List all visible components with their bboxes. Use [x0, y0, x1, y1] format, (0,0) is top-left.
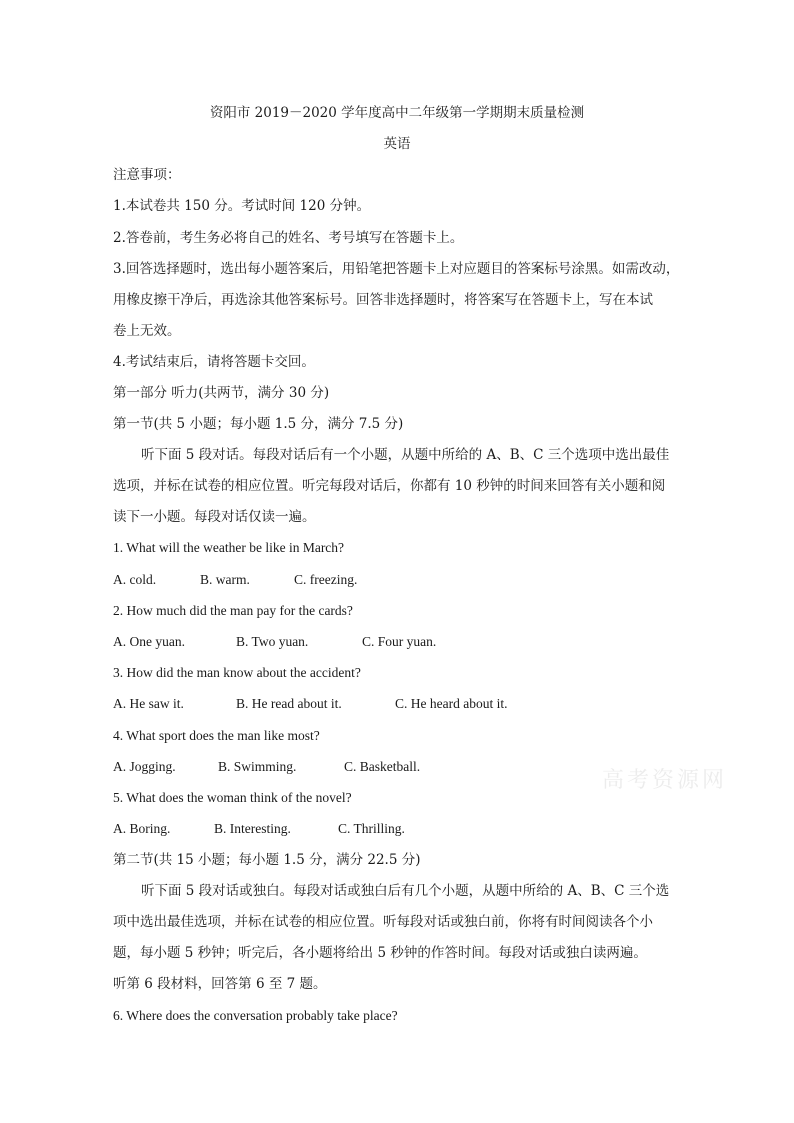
watermark: 高考资源网	[602, 768, 728, 793]
section2-instructions: 题，每小题 5 秒钟；听完后，各小题将给出 5 秒钟的作答时间。每段对话或独白读两遍。	[113, 945, 647, 961]
question-1-option-b: B. warm.	[200, 572, 250, 587]
section1-instructions: 读下一小题。每段对话仅读一遍。	[113, 509, 316, 525]
notes-heading: 注意事项：	[113, 167, 181, 183]
question-2-option-a: A. One yuan.	[113, 634, 185, 649]
note-item: 4.考试结束后，请将答题卡交回。	[113, 354, 315, 370]
question-4-option-a: A. Jogging.	[113, 759, 176, 774]
question-2-option-b: B. Two yuan.	[236, 634, 309, 649]
question-5-option-b: B. Interesting.	[214, 821, 291, 836]
question-5-option-a: A. Boring.	[113, 821, 171, 836]
question-3-option-a: A. He saw it.	[113, 696, 184, 711]
part1-title: 第一部分 听力(共两节，满分 30 分)	[113, 385, 330, 401]
note-item: 卷上无效。	[113, 323, 181, 339]
section2-instructions: 项中选出最佳选项，并标在试卷的相应位置。听每段对话或独白前，你将有时间阅读各个小	[113, 914, 653, 930]
section2-title: 第二节(共 15 小题；每小题 1.5 分，满分 22.5 分)	[113, 852, 421, 868]
section2-instructions: 听下面 5 段对话或独白。每段对话或独白后有几个小题，从题中所给的 A、B、C 三个选	[141, 883, 670, 899]
question-1-option-c: C. freezing.	[294, 572, 358, 587]
question-1-option-a: A. cold.	[113, 572, 157, 587]
note-item: 用橡皮擦干净后，再选涂其他答案标号。回答非选择题时，将答案写在答题卡上，写在本试	[113, 292, 653, 308]
note-item: 3.回答选择题时，选出每小题答案后，用铅笔把答题卡上对应题目的答案标号涂黑。如需改动，	[113, 261, 680, 277]
question-5-option-c: C. Thrilling.	[338, 821, 405, 836]
question-3: 3. How did the man know about the accident?	[113, 665, 361, 680]
subject-title: 英语	[383, 136, 411, 152]
section1-instructions: 听下面 5 段对话。每段对话后有一个小题，从题中所给的 A、B、C 三个选项中选出最佳	[141, 447, 670, 463]
question-4: 4. What sport does the man like most?	[113, 728, 320, 743]
section1-title: 第一节(共 5 小题；每小题 1.5 分，满分 7.5 分)	[113, 416, 404, 432]
note-item: 1.本试卷共 150 分。考试时间 120 分钟。	[113, 198, 371, 214]
question-2-option-c: C. Four yuan.	[362, 634, 437, 649]
question-1: 1. What will the weather be like in March?	[113, 540, 345, 555]
note-item: 2.答卷前，考生务必将自己的姓名、考号填写在答题卡上。	[113, 230, 464, 246]
question-2: 2. How much did the man pay for the cards?	[113, 603, 353, 618]
section1-instructions: 选项，并标在试卷的相应位置。听完每段对话后，你都有 10 秒钟的时间来回答有关小题和阅	[113, 478, 666, 494]
question-6: 6. Where does the conversation probably take place?	[113, 1008, 398, 1023]
question-3-option-c: C. He heard about it.	[395, 696, 508, 711]
question-5: 5. What does the woman think of the novel?	[113, 790, 352, 805]
question-4-option-c: C. Basketball.	[344, 759, 421, 774]
question-4-option-b: B. Swimming.	[218, 759, 297, 774]
material-note: 听第 6 段材料，回答第 6 至 7 题。	[113, 976, 327, 992]
exam-title: 资阳市 2019－2020 学年度高中二年级第一学期期末质量检测	[209, 105, 585, 121]
question-3-option-b: B. He read about it.	[236, 696, 342, 711]
